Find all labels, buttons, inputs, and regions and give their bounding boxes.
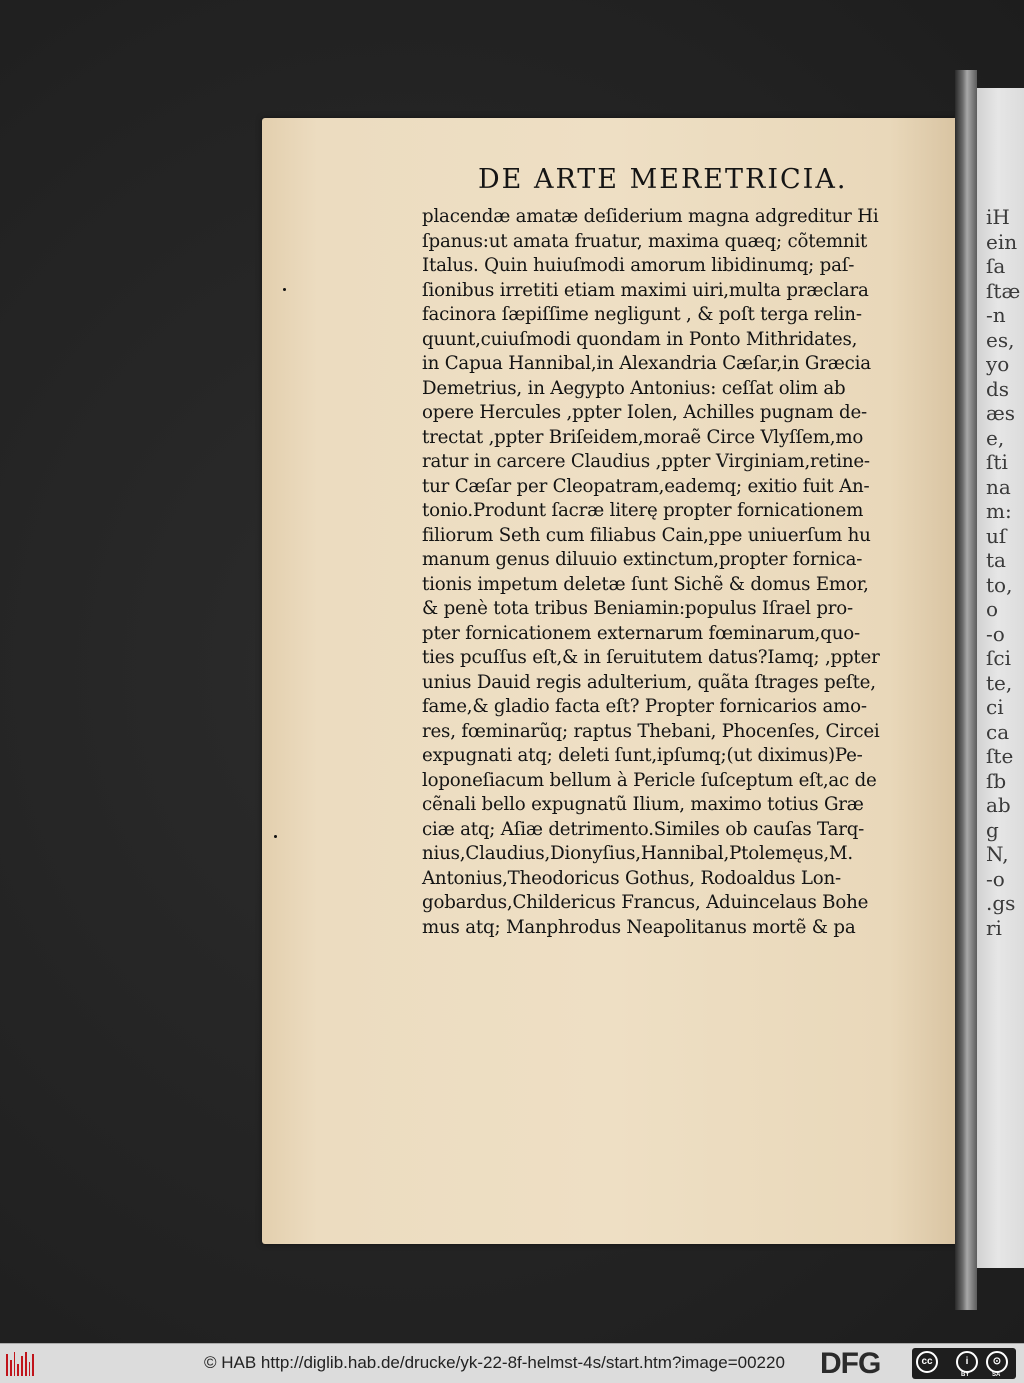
- attribution-link[interactable]: © HAB http://diglib.hab.de/drucke/yk-22-8f-helmst-4s/start.htm?image=00220: [204, 1353, 785, 1372]
- adjacent-text-fragment: ſb: [986, 768, 1007, 793]
- adjacent-text-fragment: ta: [986, 548, 1006, 572]
- text-line: tur Cæſar per Cleopatram,eademq; exitio fuit An-: [422, 475, 870, 497]
- text-line: mus atq; Manphrodus Neapolitanus mortẽ & pa: [422, 916, 856, 938]
- dfg-logo: DFG: [820, 1347, 881, 1380]
- adjacent-page-text: [986, 205, 1024, 940]
- text-line: unius Dauid regis adulterium, quãta ſtrages peſte,: [422, 671, 876, 693]
- adjacent-text-fragment: g: [986, 817, 999, 842]
- running-head: DE ARTE MERETRICIA.: [478, 164, 848, 195]
- text-line: tionis impetum deletæ ſunt Sichẽ & domus Emor,: [422, 573, 869, 595]
- text-line: facinora ſæpiſſime negligunt , & poſt terga relin-: [422, 304, 862, 325]
- text-line: ratur in carcere Claudius ,ppter Virginiam,retine-: [422, 451, 870, 472]
- text-line: res, fœminarũq; raptus Thebani, Phocenſes, Circei: [422, 720, 880, 742]
- text-line: nius,Claudius,Dionyſius,Hannibal,Ptolemęus,M.: [422, 843, 853, 864]
- adjacent-text-fragment: yo: [986, 352, 1010, 376]
- adjacent-text-fragment: -o: [986, 621, 1005, 646]
- adjacent-text-fragment: e,: [986, 425, 1005, 450]
- adjacent-text-fragment: .gs: [986, 891, 1016, 915]
- adjacent-text-fragment: to,: [986, 572, 1013, 597]
- adjacent-text-fragment: ri: [986, 915, 1002, 940]
- text-line: Antonius,Theodoricus Gothus, Rodoaldus Lon-: [422, 867, 841, 889]
- cc-icon: cc: [916, 1351, 938, 1373]
- adjacent-text-fragment: ſci: [986, 646, 1011, 670]
- page-speck: [283, 288, 286, 291]
- text-line: in Capua Hannibal,in Alexandria Cæſar,in Græcia: [422, 353, 871, 374]
- text-line: ſpanus:ut amata fruatur, maxima quæq; cõtemnit: [422, 230, 868, 252]
- text-line: ciæ atq; Aſiæ detrimento.Similes ob cauſas Tarq-: [422, 818, 865, 840]
- body-text: [422, 205, 962, 940]
- text-line: manum genus diluuio extinctum,propter fornica-: [422, 549, 863, 570]
- text-line: & penè tota tribus Beniamin:populus Iſrael pro-: [422, 598, 853, 619]
- text-line: gobardus,Childericus Francus, Aduincelaus Bohe: [422, 892, 869, 913]
- adjacent-text-fragment: iH: [986, 205, 1010, 229]
- text-line: tonio.Produnt ſacræ literę propter fornicationem: [422, 500, 864, 521]
- page-speck: [274, 835, 277, 838]
- adjacent-text-fragment: æs: [986, 401, 1016, 425]
- adjacent-text-fragment: ſa: [986, 254, 1006, 278]
- adjacent-text-fragment: ſte: [986, 744, 1014, 768]
- text-line: cẽnali bello expugnatũ Ilium, maximo totius Græ: [422, 794, 864, 815]
- text-line: Demetrius, in Aegypto Antonius: ceſſat olim ab: [422, 377, 846, 399]
- adjacent-text-fragment: ſtæ: [986, 278, 1021, 303]
- adjacent-text-fragment: te,: [986, 670, 1013, 695]
- by-tag: BY: [961, 1372, 970, 1378]
- text-line: loponeſiacum bellum à Pericle ſuſceptum eſt,ac de: [422, 769, 877, 791]
- adjacent-text-fragment: uſ: [986, 523, 1007, 548]
- adjacent-text-fragment: N,: [986, 842, 1009, 866]
- adjacent-text-fragment: ci: [986, 695, 1004, 719]
- adjacent-text-fragment: na: [986, 474, 1011, 499]
- adjacent-text-fragment: o: [986, 597, 999, 621]
- adjacent-text-fragment: ds: [986, 376, 1010, 401]
- text-line: opere Hercules ,ppter Iolen, Achilles pugnam de-: [422, 402, 868, 423]
- cc-license-badge[interactable]: [912, 1348, 1016, 1379]
- text-line: trectat ,ppter Briſeidem,moraẽ Circe Vlyſſem,mo: [422, 426, 864, 448]
- text-line: ties pcuſſus eſt,& in ſeruitutem datus?Iamq; ,ppter: [422, 647, 880, 668]
- adjacent-text-fragment: ein: [986, 229, 1018, 254]
- adjacent-text-fragment: ca: [986, 719, 1010, 744]
- text-line: filiorum Seth cum filiabus Cain,ppe uniuerſum hu: [422, 524, 871, 546]
- hab-logo-icon: [6, 1352, 34, 1376]
- adjacent-text-fragment: es,: [986, 327, 1015, 352]
- adjacent-text-fragment: -n: [986, 303, 1006, 327]
- sa-icon: ⊙: [986, 1351, 1008, 1373]
- adjacent-text-fragment: ſti: [986, 450, 1008, 474]
- footer-bar: [0, 1343, 1024, 1383]
- text-line: placendæ amatæ deſiderium magna adgreditur Hi: [422, 206, 879, 227]
- text-line: ſionibus irretiti etiam maximi uiri,multa præclara: [422, 279, 869, 301]
- adjacent-text-fragment: -o: [986, 866, 1005, 891]
- text-line: expugnati atq; deleti ſunt,ipſumq;(ut diximus)Pe-: [422, 745, 863, 766]
- by-icon: i: [956, 1351, 978, 1373]
- text-line: pter fornicationem externarum fœminarum,quo-: [422, 622, 860, 644]
- text-line: Italus. Quin huiuſmodi amorum libidinumq; paſ-: [422, 255, 855, 276]
- text-line: quunt,cuiuſmodi quondam in Ponto Mithridates,: [422, 328, 858, 350]
- adjacent-text-fragment: m:: [986, 499, 1012, 523]
- sa-tag: SA: [992, 1372, 1001, 1378]
- adjacent-text-fragment: ab: [986, 793, 1011, 817]
- text-line: fame,& gladio facta eſt? Propter fornicarios amo-: [422, 696, 867, 717]
